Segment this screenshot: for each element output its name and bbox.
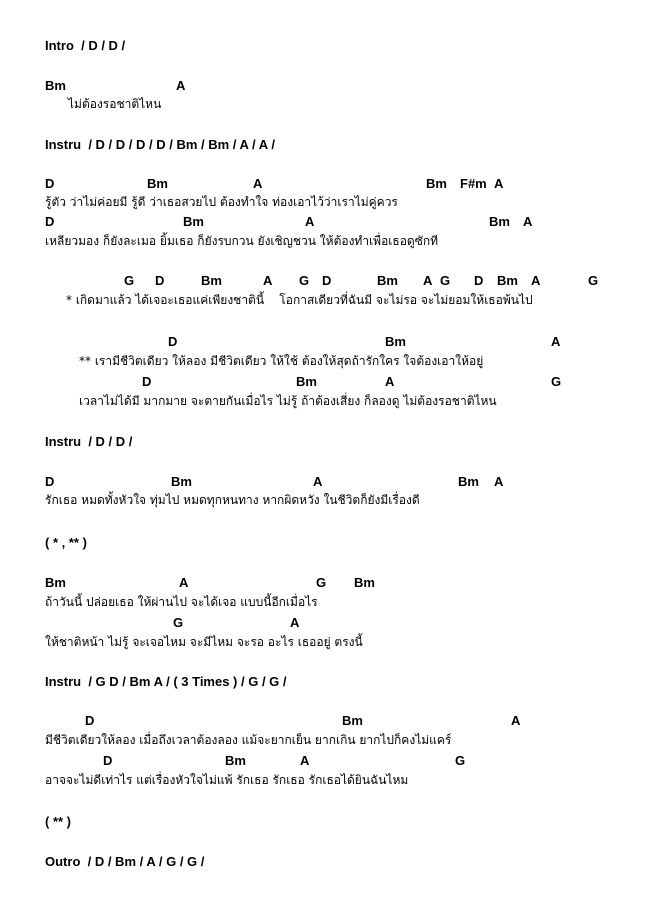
lyric-line: ** เรามีชีวิตเดียว ให้ลอง มีชีวิตเดียว ให้ใช้ ต้องให้สุดถ้ารักใคร ใจต้องเอาให้อยู่ bbox=[79, 354, 484, 368]
chord: Bm bbox=[385, 334, 406, 349]
chord: F#m bbox=[460, 176, 487, 191]
lyric-line: * เกิดมาแล้ว ได้เจอะเธอแค่เพียงชาตินี้ โอกาสเดียวที่ฉันมี จะไม่รอ จะไม่ยอมให้เธอพ้นไป bbox=[66, 293, 533, 307]
lyric-line: ไม่ต้องรอชาติไหน bbox=[68, 97, 162, 111]
chord: D bbox=[85, 713, 95, 728]
lyric-line: ถ้าวันนี้ ปล่อยเธอ ให้ผ่านไป จะได้เจอ แบบนี้อีกเมื่อไร bbox=[45, 595, 318, 609]
chord: Bm bbox=[201, 273, 222, 288]
lyric-line: รักเธอ หมดทั้งหัวใจ ทุ่มไป หมดทุกหนทาง หากผิดหวัง ในชีวิตก็ยังมีเรื่องดี bbox=[45, 493, 420, 507]
chord: Bm bbox=[183, 214, 204, 229]
lyric-line: อาจจะไม่ดีเท่าไร แต่เรื่องหัวใจไม่แพ้ รักเธอ รักเธอ รักเธอได้ยินฉันไหม bbox=[45, 773, 409, 787]
chord: Bm bbox=[45, 78, 66, 93]
outro-line: Outro / D / Bm / A / G / G / bbox=[45, 854, 205, 869]
chord: D bbox=[45, 176, 55, 191]
chord: A bbox=[523, 214, 533, 229]
chord: Bm bbox=[377, 273, 398, 288]
chord: A bbox=[494, 176, 504, 191]
chord: G bbox=[173, 615, 184, 630]
chord: A bbox=[313, 474, 323, 489]
chord: Bm bbox=[342, 713, 363, 728]
chord: Bm bbox=[489, 214, 510, 229]
chord: D bbox=[474, 273, 484, 288]
chord: A bbox=[176, 78, 186, 93]
lyric-line: เวลาไม่ได้มี มากมาย จะตายกันเมื่อไร ไม่รู้ ถ้าต้องเสี่ยง ก็ลองดู ไม่ต้องรอชาติไหน bbox=[79, 394, 497, 408]
lyric-line: เหลียวมอง ก็ยังละเมอ ยิ้มเธอ ก็ยังรบกวน ยังเชิญชวน ให้ต้องทำเพื่อเธอดูซักที bbox=[45, 234, 439, 248]
chord: A bbox=[531, 273, 541, 288]
chord: A bbox=[494, 474, 504, 489]
chord: Bm bbox=[354, 575, 375, 590]
chord: Bm bbox=[497, 273, 518, 288]
chord: A bbox=[300, 753, 310, 768]
instru-line: Instru / D / D / D / D / Bm / Bm / A / A / bbox=[45, 137, 275, 152]
lyric-line: ให้ชาติหน้า ไม่รู้ จะเจอไหม จะมีไหม จะรอ อะไร เธออยู่ ตรงนี้ bbox=[45, 635, 363, 649]
chord: G bbox=[316, 575, 327, 590]
chord: A bbox=[423, 273, 433, 288]
chord: Bm bbox=[458, 474, 479, 489]
chord: A bbox=[253, 176, 263, 191]
chord: Bm bbox=[426, 176, 447, 191]
chord: Bm bbox=[225, 753, 246, 768]
chord: D bbox=[45, 214, 55, 229]
chord: G bbox=[455, 753, 466, 768]
chord: D bbox=[45, 474, 55, 489]
chord: A bbox=[511, 713, 521, 728]
chord: A bbox=[263, 273, 273, 288]
chord: A bbox=[385, 374, 395, 389]
chord: A bbox=[290, 615, 300, 630]
repeat-marker: ( ** ) bbox=[45, 814, 71, 829]
instru-line: Instru / G D / Bm A / ( 3 Times ) / G / G / bbox=[45, 674, 287, 689]
chord: G bbox=[299, 273, 310, 288]
chord: D bbox=[155, 273, 165, 288]
chord: A bbox=[551, 334, 561, 349]
chord: Bm bbox=[147, 176, 168, 191]
intro-line: Intro / D / D / bbox=[45, 38, 126, 53]
chord: G bbox=[440, 273, 451, 288]
chord: G bbox=[551, 374, 562, 389]
chord: D bbox=[168, 334, 178, 349]
chord: Bm bbox=[296, 374, 317, 389]
lyric-line: มีชีวิตเดียวให้ลอง เมื่อถึงเวลาต้องลอง แม้จะยากเย็น ยากเกิน ยากไปก็คงไม่แคร์ bbox=[45, 733, 452, 747]
chord: Bm bbox=[171, 474, 192, 489]
chord: D bbox=[103, 753, 113, 768]
chord: A bbox=[179, 575, 189, 590]
chord: D bbox=[322, 273, 332, 288]
chord: A bbox=[305, 214, 315, 229]
chord: G bbox=[124, 273, 135, 288]
instru-line: Instru / D / D / bbox=[45, 434, 133, 449]
chord: D bbox=[142, 374, 152, 389]
repeat-marker: ( * , ** ) bbox=[45, 535, 87, 550]
chord: Bm bbox=[45, 575, 66, 590]
chord: G bbox=[588, 273, 599, 288]
lyric-line: รู้ตัว ว่าไม่ค่อยมี รู้ดี ว่าเธอสวยไป ต้องทำใจ ท่องเอาไว้ว่าเราไม่คู่ควร bbox=[45, 195, 398, 209]
